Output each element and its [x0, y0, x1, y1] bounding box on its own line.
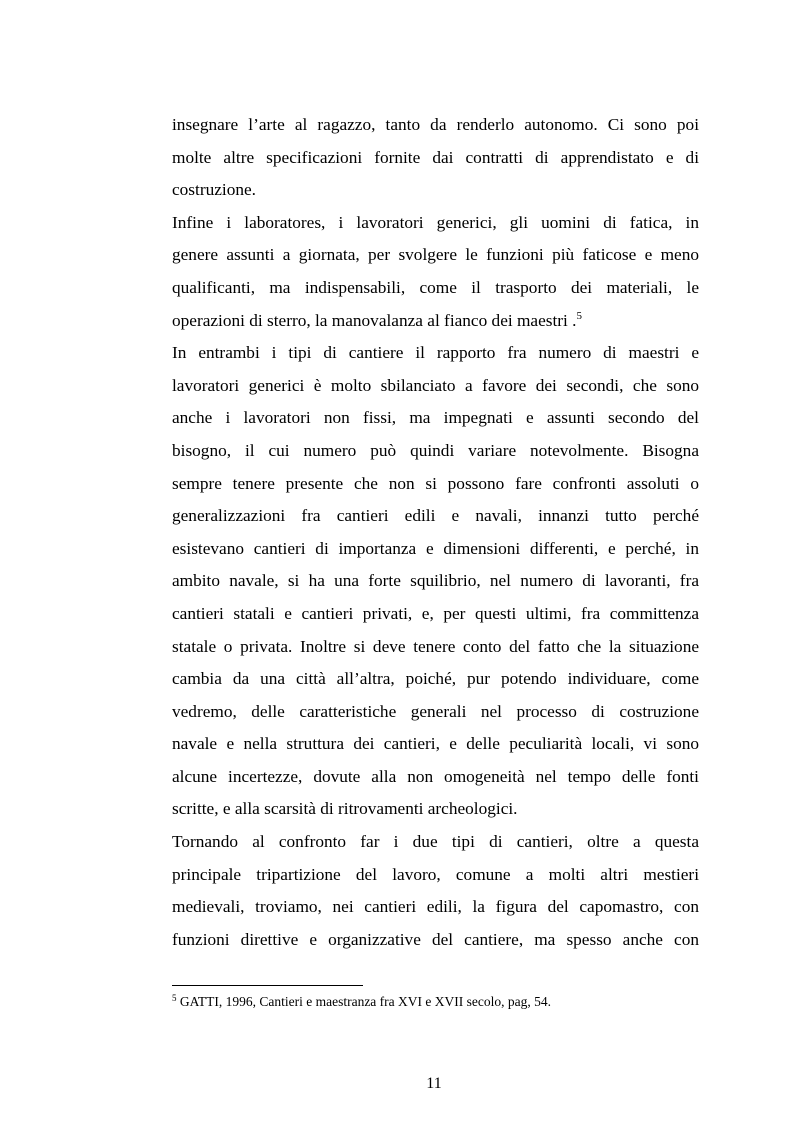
- text-line: genere assunti a giornata, per svolgere le funzioni più faticose e meno: [172, 245, 699, 265]
- text-line: scritte, e alla scarsità di ritrovamenti archeologici.: [172, 799, 518, 819]
- text-line: principale tripartizione del lavoro, comune a molti altri mestieri: [172, 864, 699, 884]
- text-line: navale e nella struttura dei cantieri, e delle peculiarità locali, vi sono: [172, 734, 699, 754]
- body-text: [172, 109, 699, 956]
- text-line: insegnare l’arte al ragazzo, tanto da renderlo autonomo. Ci sono poi: [172, 115, 699, 134]
- text-line: alcune incertezze, dovute alla non omogeneità nel tempo delle fonti: [172, 766, 699, 786]
- text-line: generalizzazioni fra cantieri edili e navali, innanzi tutto perché: [172, 506, 699, 526]
- text-line: costruzione.: [172, 180, 256, 200]
- text-line: Infine i laboratores, i lavoratori generici, gli uomini di fatica, in: [172, 212, 699, 232]
- footnote-text: GATTI, 1996, Cantieri e maestranza fra XVI e XVII secolo, pag, 54.: [179, 994, 551, 1009]
- text-line: molte altre specificazioni fornite dai contratti di apprendistato e di: [172, 147, 699, 167]
- text-line: ambito navale, si ha una forte squilibrio, nel numero di lavoranti, fra: [172, 571, 699, 591]
- text-line: cambia da una città all’altra, poiché, pur potendo individuare, come: [172, 669, 699, 689]
- text-line: sempre tenere presente che non si possono fare confronti assoluti o: [172, 473, 699, 493]
- text-line: cantieri statali e cantieri privati, e, per questi ultimi, fra committenza: [172, 603, 699, 623]
- text-line: Tornando al confronto far i due tipi di cantieri, oltre a questa: [172, 832, 699, 852]
- paragraph: [172, 337, 699, 826]
- text-line: statale o privata. Inoltre si deve tenere conto del fatto che la situazione: [172, 636, 699, 656]
- text-line-content: operazioni di sterro, la manovalanza al fianco dei maestri .: [172, 310, 577, 330]
- footnote-reference: 5: [576, 309, 582, 322]
- paragraph: [172, 826, 699, 956]
- text-line: qualificanti, ma indispensabili, come il trasporto dei materiali, le: [172, 277, 699, 297]
- paragraph: [172, 207, 699, 337]
- text-line: medievali, troviamo, nei cantieri edili, la figura del capomastro, con: [172, 897, 699, 917]
- footnote-number: 5: [172, 993, 177, 1003]
- text-line: bisogno, il cui numero può quindi variare notevolmente. Bisogna: [172, 440, 699, 460]
- text-line: In entrambi i tipi di cantiere il rapporto fra numero di maestri e: [172, 343, 699, 363]
- footnote: [172, 993, 699, 1010]
- footnote-separator: [172, 985, 363, 986]
- text-line: anche i lavoratori non fissi, ma impegnati e assunti secondo del: [172, 408, 699, 428]
- text-line: esistevano cantieri di importanza e dimensioni differenti, e perché, in: [172, 538, 699, 558]
- text-line: lavoratori generici è molto sbilanciato a favore dei secondi, che sono: [172, 375, 699, 395]
- text-line: [172, 305, 699, 338]
- text-line: vedremo, delle caratteristiche generali nel processo di costruzione: [172, 701, 699, 721]
- text-line: funzioni direttive e organizzative del cantiere, ma spesso anche con: [172, 929, 699, 949]
- page-number: 11: [426, 1075, 442, 1092]
- paragraph: [172, 109, 699, 207]
